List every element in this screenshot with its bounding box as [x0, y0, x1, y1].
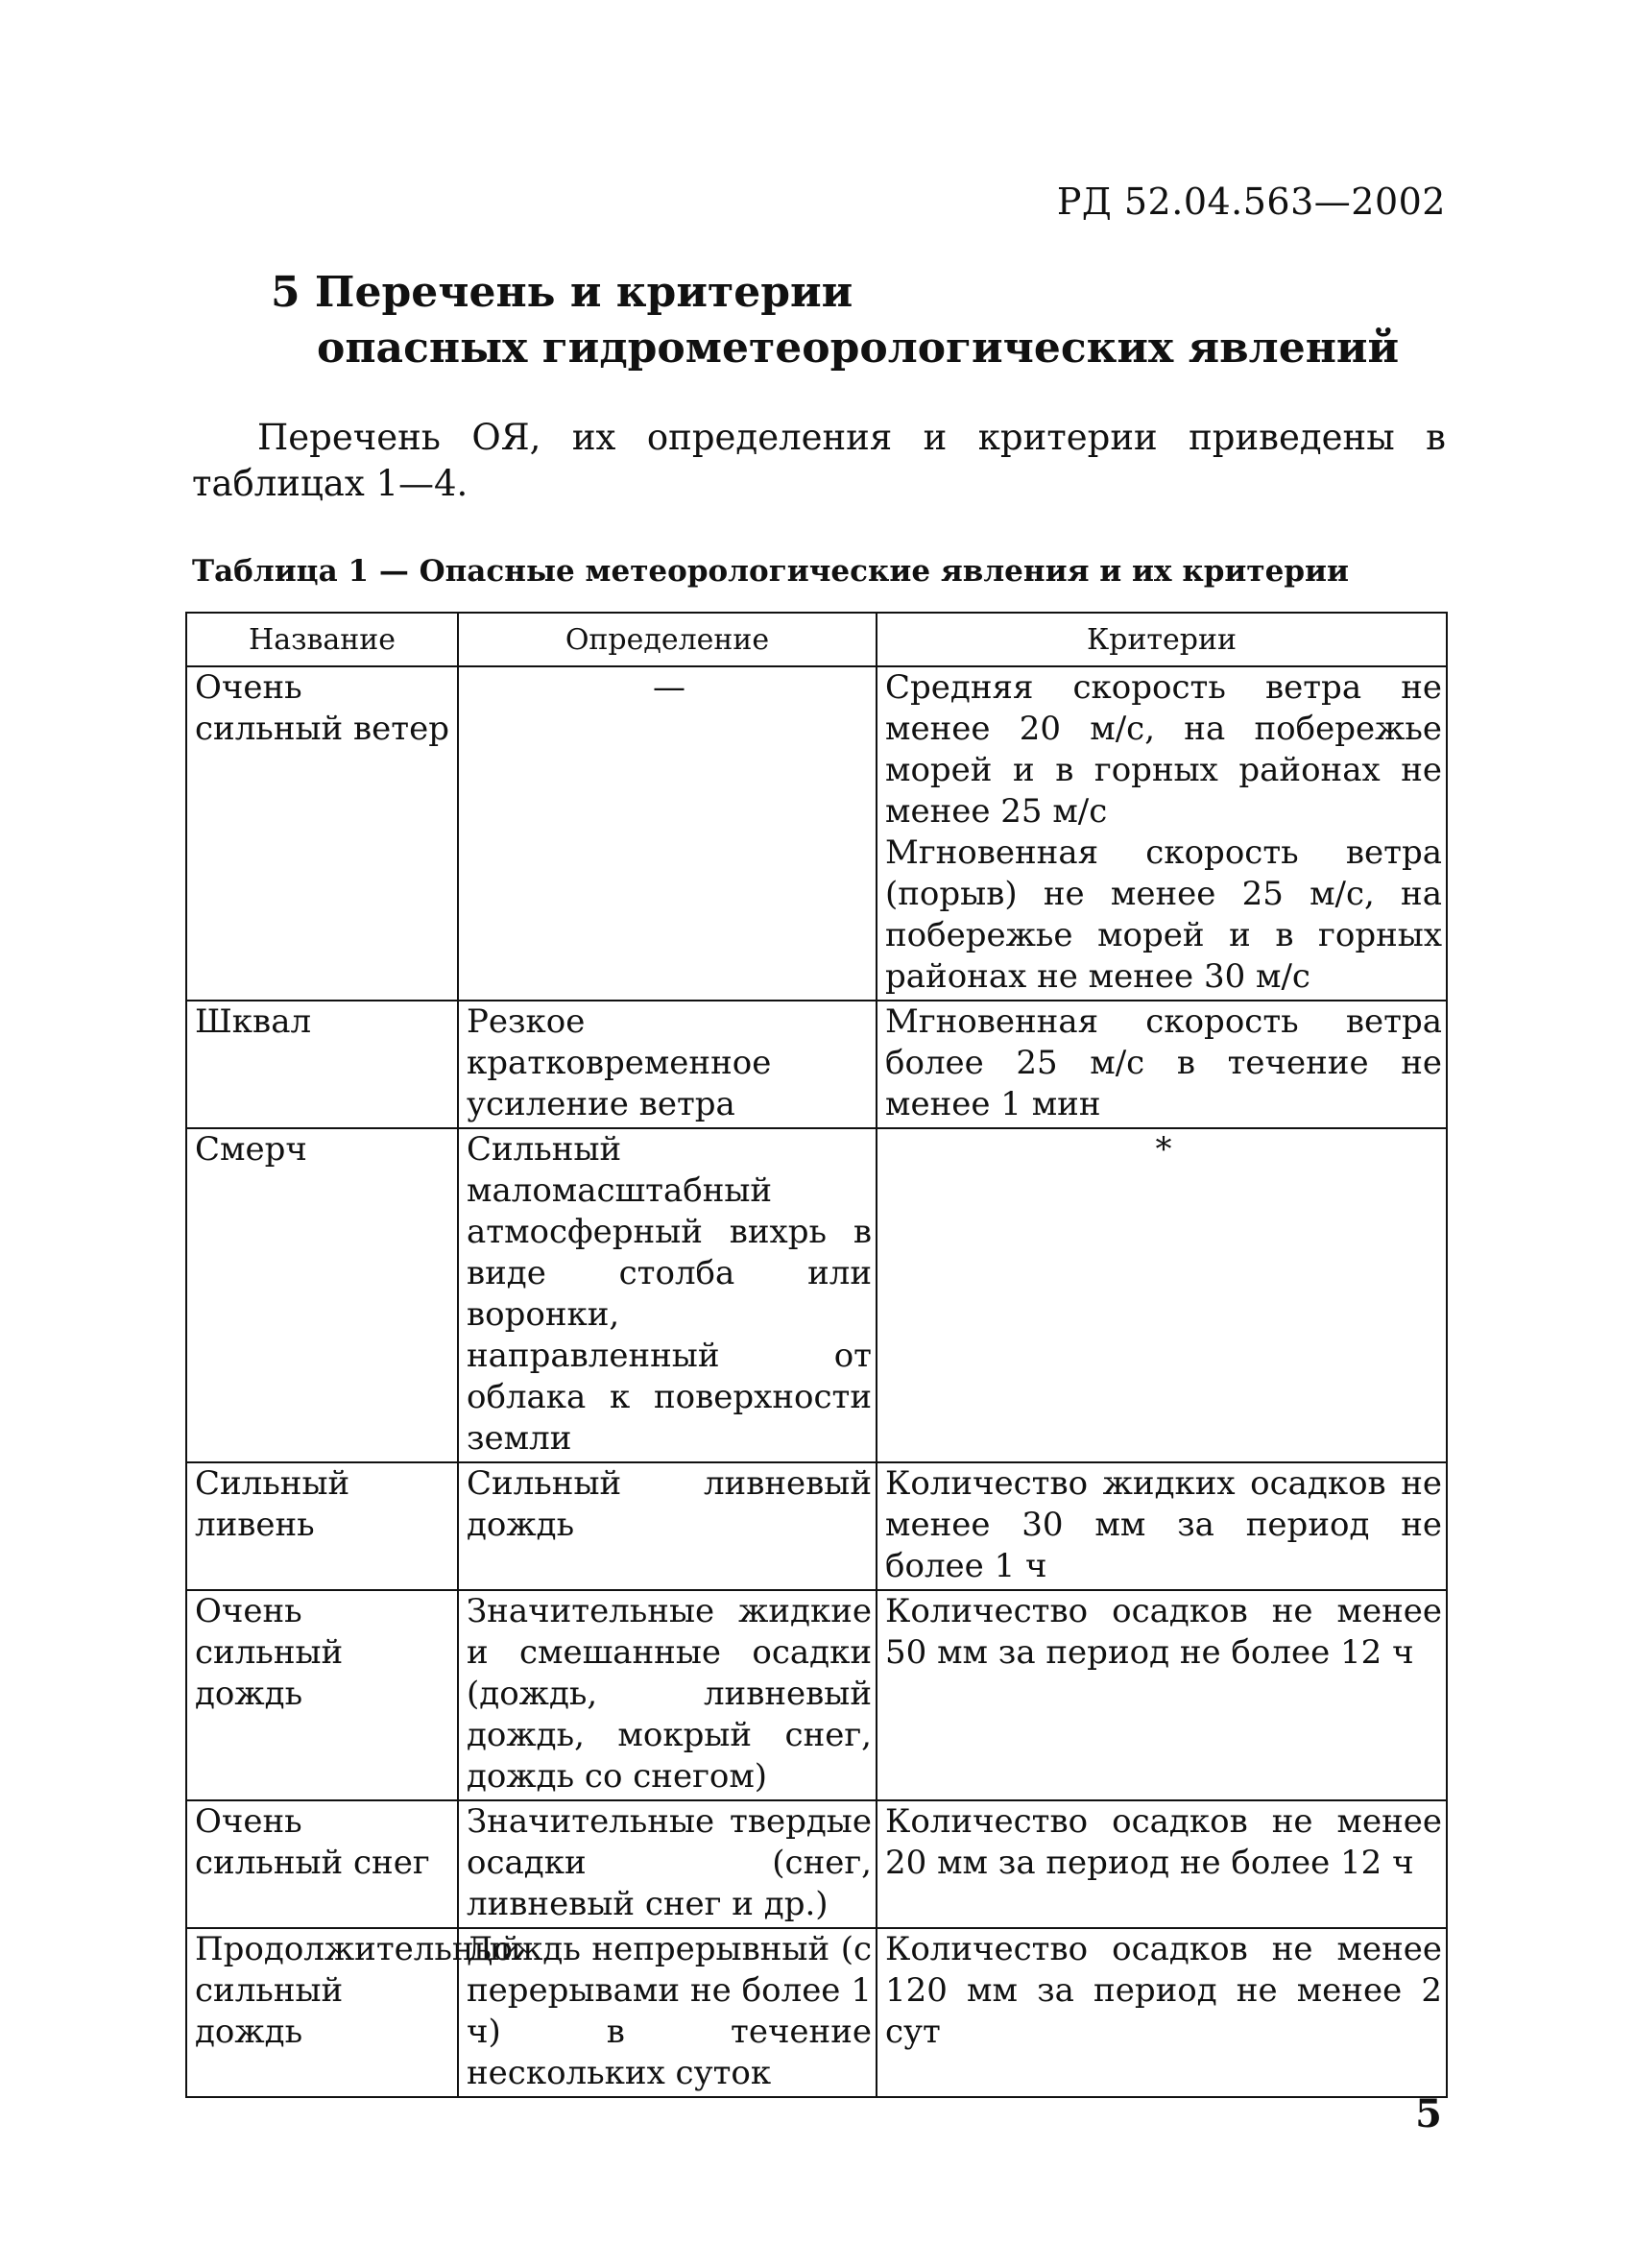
header-definition: Определение — [458, 613, 877, 666]
cell-criteria: Количество осадков не менее 20 мм за период не более 12 ч — [877, 1800, 1447, 1928]
cell-definition: Сильный маломасштабный атмосферный вихрь в виде столба или воронки, направленный от облака к поверхности земли — [458, 1128, 877, 1462]
intro-paragraph: Перечень ОЯ, их определения и критерии приведены в таблицах 1—4. — [192, 417, 1446, 504]
cell-name: Очень сильный снег — [186, 1800, 458, 1928]
cell-criteria: Количество жидких осадков не менее 30 мм за период не более 1 ч — [877, 1462, 1447, 1590]
cell-definition: Резкое кратковременное усиление ветра — [458, 1001, 877, 1128]
table-header-row — [186, 613, 1447, 666]
section-title-line-2: опасных гидрометеорологических явлений — [317, 324, 1400, 373]
header-criteria: Критерии — [877, 613, 1447, 666]
cell-name: Сильный ливень — [186, 1462, 458, 1590]
cell-name: Продолжительный сильный дождь — [186, 1928, 458, 2097]
cell-criteria: Мгновенная скорость ветра более 25 м/с в течение не менее 1 мин — [877, 1001, 1447, 1128]
table-caption: Таблица 1 — Опасные метеорологические явления и их критерии — [192, 554, 1349, 589]
section-title — [271, 265, 1399, 376]
section-title-line-1: 5 Перечень и критерии — [271, 268, 853, 317]
table-row — [186, 1462, 1447, 1590]
cell-criteria — [877, 666, 1447, 1001]
table-row — [186, 1128, 1447, 1462]
cell-name: Шквал — [186, 1001, 458, 1128]
cell-name: Очень сильный дождь — [186, 1590, 458, 1800]
table-row — [186, 1800, 1447, 1928]
header-name: Название — [186, 613, 458, 666]
criteria-gust-wind: Мгновенная скорость ветра (порыв) не менее 25 м/с, на побережье морей и в горных районах не менее 30 м/с — [885, 833, 1442, 996]
cell-definition: Дождь непрерывный (с перерывами не более 1 ч) в течение нескольких суток — [458, 1928, 877, 2097]
cell-name: Смерч — [186, 1128, 458, 1462]
document-code: РД 52.04.563—2002 — [1056, 181, 1446, 223]
cell-criteria: Количество осадков не менее 50 мм за период не более 12 ч — [877, 1590, 1447, 1800]
cell-definition: Значительные твердые осадки (снег, ливневый снег и др.) — [458, 1800, 877, 1928]
criteria-average-wind: Средняя скорость ветра не менее 20 м/с, на побережье морей и в горных районах не менее 25 м/с — [885, 668, 1442, 831]
cell-definition: Значительные жидкие и смешанные осадки (дождь, ливневый дождь, мокрый снег, дождь со снегом) — [458, 1590, 877, 1800]
hazards-table — [185, 612, 1448, 2098]
cell-criteria: Количество осадков не менее 120 мм за период не менее 2 сут — [877, 1928, 1447, 2097]
table-row — [186, 1590, 1447, 1800]
cell-definition: — — [458, 666, 877, 1001]
cell-criteria: * — [877, 1128, 1447, 1462]
page-number: 5 — [1415, 2091, 1442, 2136]
table-row — [186, 666, 1447, 1001]
table-row — [186, 1928, 1447, 2097]
table-row — [186, 1001, 1447, 1128]
cell-definition: Сильный ливневый дождь — [458, 1462, 877, 1590]
cell-name: Очень сильный ветер — [186, 666, 458, 1001]
